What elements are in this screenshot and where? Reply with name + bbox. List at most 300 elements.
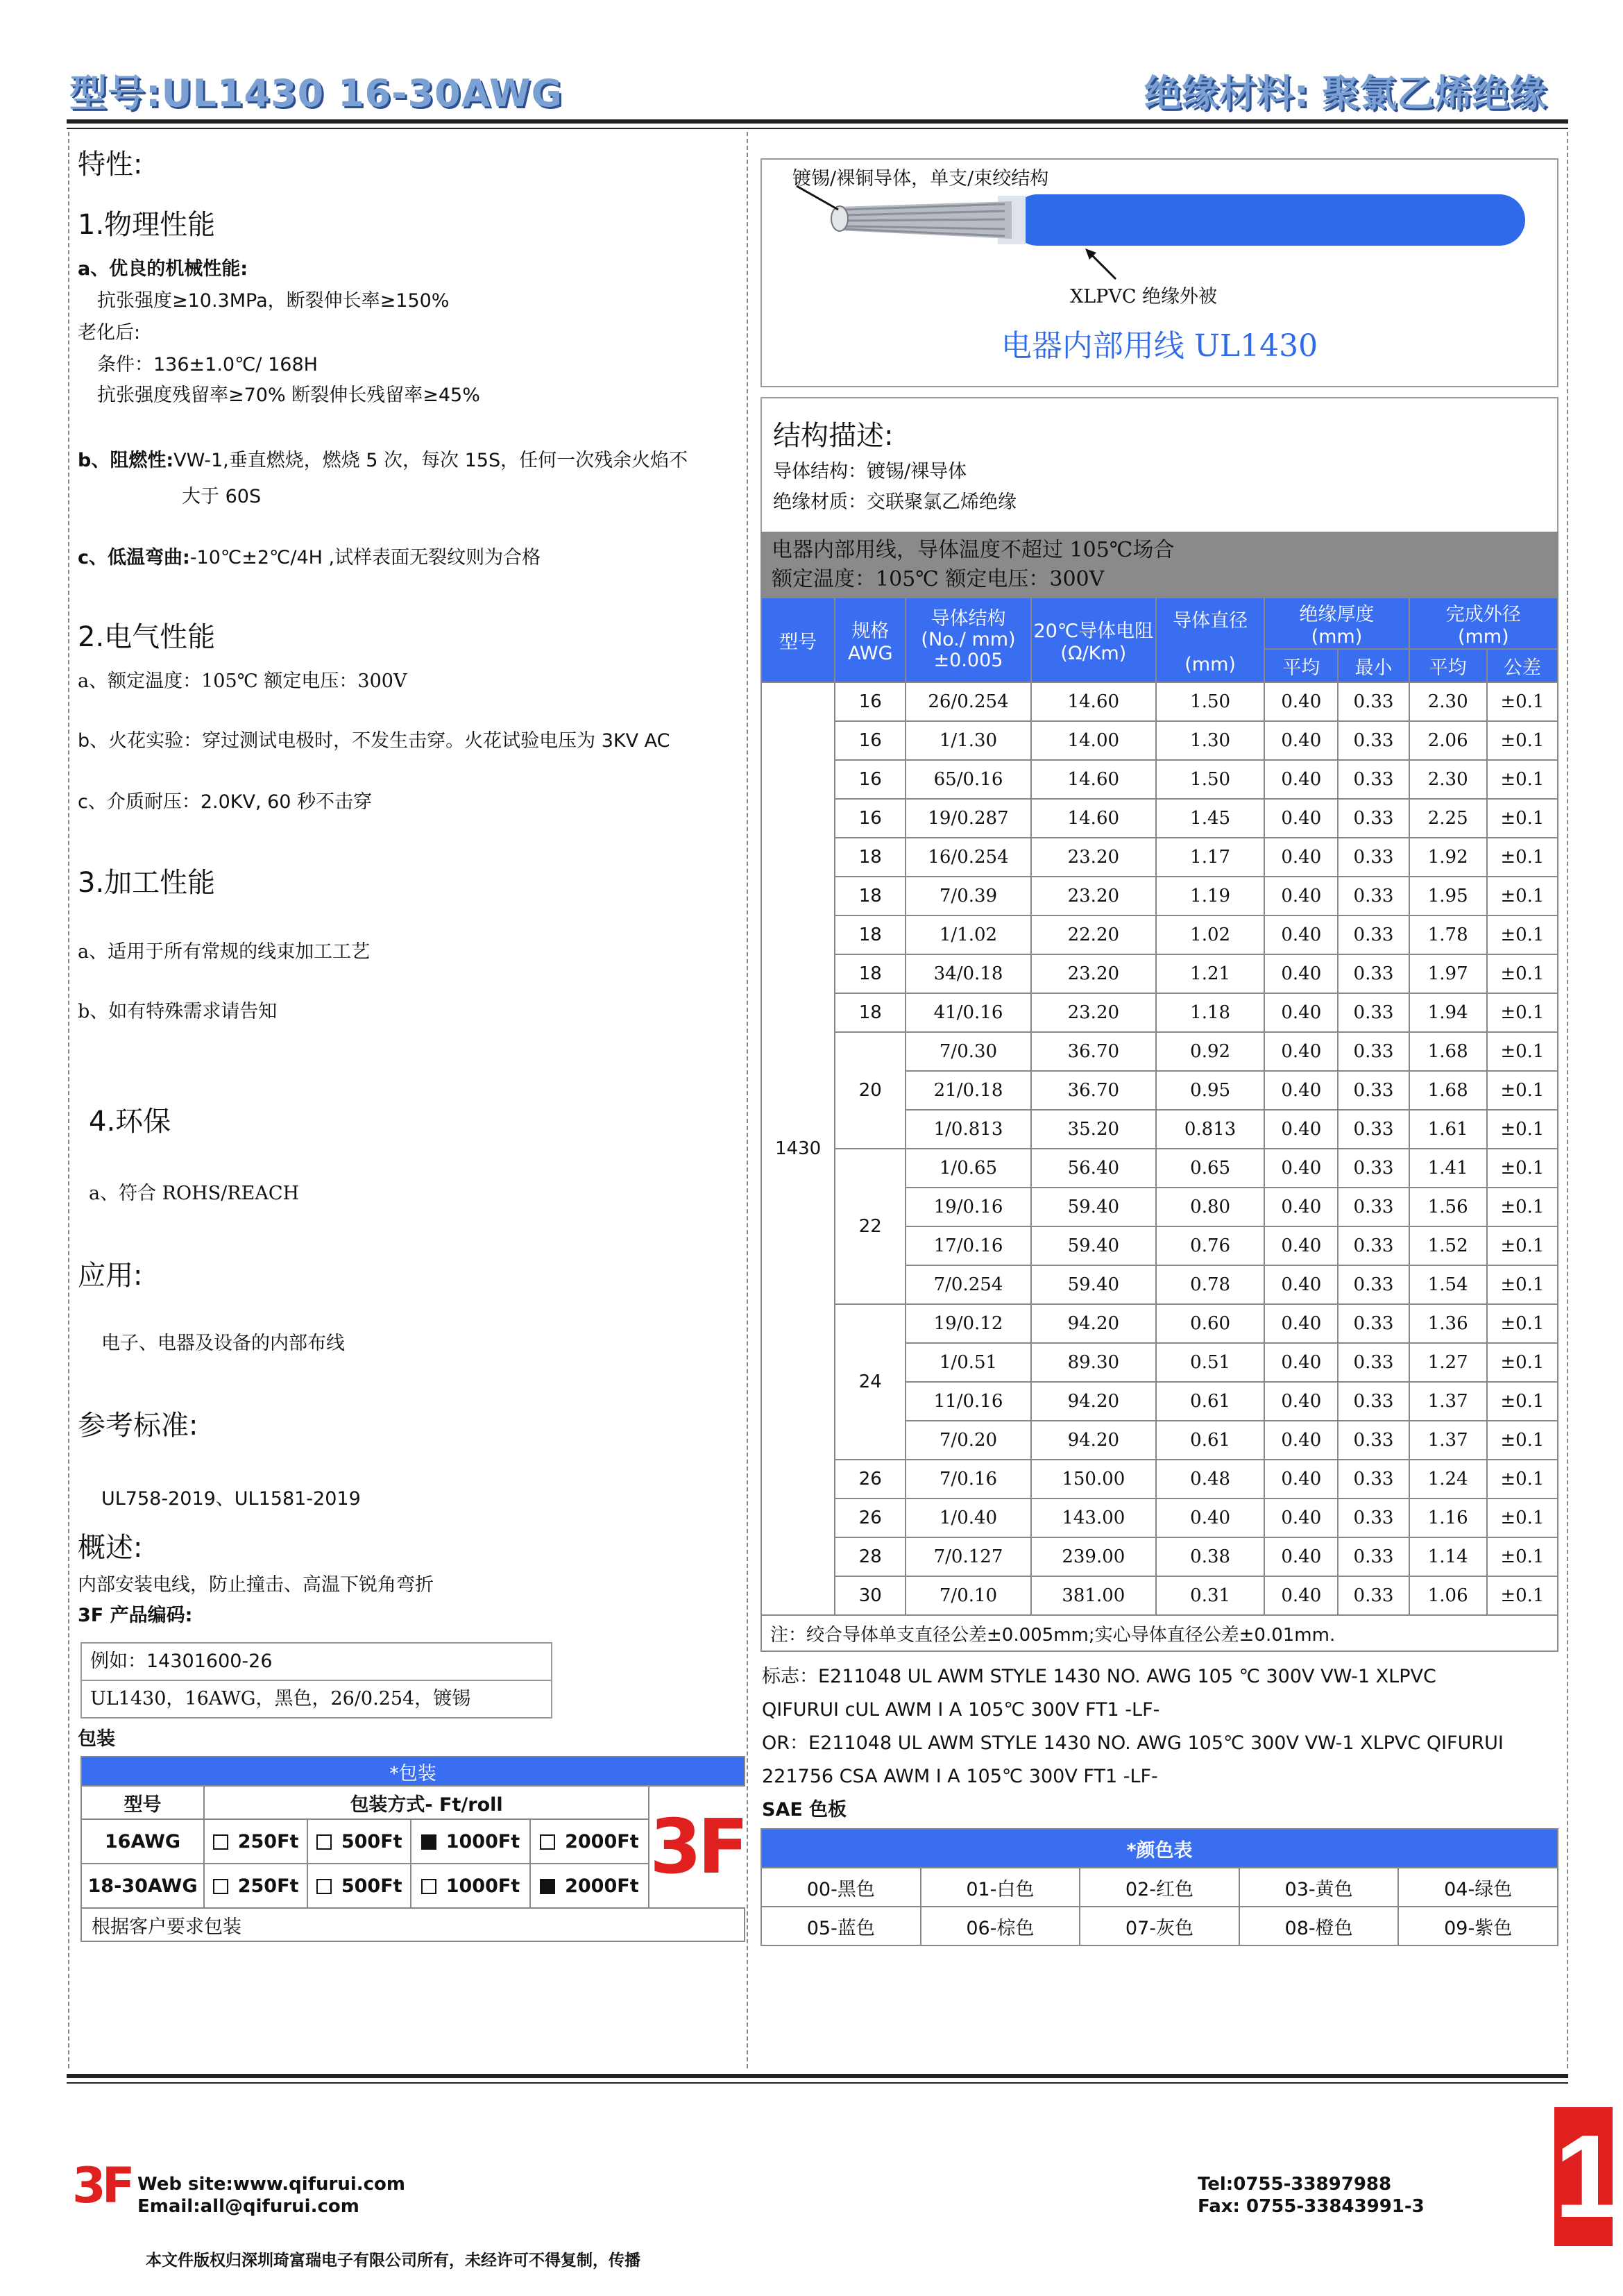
spec-cell: 65/0.16 xyxy=(906,760,1030,799)
aging-condition: 条件：136±1.0℃/ 168H xyxy=(97,354,318,375)
spec-cell: 0.40 xyxy=(1264,1499,1338,1537)
spec-cell: 0.40 xyxy=(1264,915,1338,954)
packaging-col-method: 包装方式- Ft/roll xyxy=(204,1786,649,1819)
spec-cell: 0.40 xyxy=(1264,1343,1338,1382)
color-band: *颜色表 xyxy=(761,1829,1558,1868)
spec-cell: 7/0.39 xyxy=(906,877,1030,915)
spec-cell: 7/0.16 xyxy=(906,1460,1030,1499)
conductor-end xyxy=(831,206,848,231)
flame-text: VW-1,垂直燃烧，燃烧 5 次，每次 15S，任何一次残余火焰不 xyxy=(173,450,688,471)
awg-cell: 26 xyxy=(835,1499,906,1537)
header-rule xyxy=(67,119,1568,124)
spec-cell: ±0.1 xyxy=(1487,993,1558,1032)
spec-row xyxy=(761,1537,1558,1576)
spec-cell: ±0.1 xyxy=(1487,915,1558,954)
packaging-col-model: 型号 xyxy=(81,1786,204,1819)
section-physical-title: 1.物理性能 xyxy=(78,209,216,241)
color-cell: 02-红色 xyxy=(1080,1868,1239,1907)
spec-cell: 59.40 xyxy=(1031,1226,1156,1265)
spec-cell: 0.61 xyxy=(1156,1421,1264,1460)
spec-cell: 1.36 xyxy=(1409,1304,1487,1343)
spec-cell: 1/1.02 xyxy=(906,915,1030,954)
spec-cell: 19/0.16 xyxy=(906,1188,1030,1226)
footer-rule-thin xyxy=(67,2082,1568,2084)
spec-cell: 0.76 xyxy=(1156,1226,1264,1265)
checked-box-icon xyxy=(421,1834,436,1850)
spec-cell: 2.30 xyxy=(1409,682,1487,721)
awg-cell: 30 xyxy=(835,1576,906,1615)
spec-cell: 7/0.30 xyxy=(906,1032,1030,1071)
cable-label-conductor: 镀锡/裸铜导体，单支/束绞结构 xyxy=(792,168,1049,189)
structure-conductor: 导体结构：镀锡/裸导体 xyxy=(773,461,967,482)
flame-row xyxy=(78,446,688,476)
spec-cell: 0.60 xyxy=(1156,1304,1264,1343)
spec-cell: 1.30 xyxy=(1156,721,1264,760)
spec-cell: 1.50 xyxy=(1156,682,1264,721)
spec-cell: 0.40 xyxy=(1264,1149,1338,1188)
spec-row xyxy=(761,1032,1558,1071)
spec-cell: 239.00 xyxy=(1031,1537,1156,1576)
spec-cell: 14.60 xyxy=(1031,760,1156,799)
spec-row xyxy=(761,1460,1558,1499)
spec-cell: 0.40 xyxy=(1264,1304,1338,1343)
spec-cell: 1.06 xyxy=(1409,1576,1487,1615)
cable-caption: 电器内部用线 UL1430 xyxy=(1001,328,1318,364)
spec-cell: 26/0.254 xyxy=(906,682,1030,721)
spec-cell: 56.40 xyxy=(1031,1149,1156,1188)
spec-cell: 0.40 xyxy=(1264,1382,1338,1421)
spec-cell: ±0.1 xyxy=(1487,1460,1558,1499)
spec-cell: ±0.1 xyxy=(1487,838,1558,877)
awg-cell: 18 xyxy=(835,838,906,877)
spec-row xyxy=(761,1499,1558,1537)
cable-label-jacket: XLPVC 绝缘外被 xyxy=(1070,286,1218,307)
spec-cell: 7/0.127 xyxy=(906,1537,1030,1576)
awg-cell: 18 xyxy=(835,954,906,993)
spec-cell: ±0.1 xyxy=(1487,1576,1558,1615)
standards-title: 参考标准: xyxy=(78,1410,198,1442)
spec-cell: 1.92 xyxy=(1409,838,1487,877)
color-table xyxy=(760,1828,1558,1946)
spec-cell: ±0.1 xyxy=(1487,1188,1558,1226)
awg-cell: 16 xyxy=(835,760,906,799)
spec-cell: 0.33 xyxy=(1338,1460,1409,1499)
packaging-option: 500Ft xyxy=(307,1864,411,1908)
color-cell: 01-白色 xyxy=(921,1868,1080,1907)
spec-cell: 0.40 xyxy=(1264,838,1338,877)
spec-cell: 1.41 xyxy=(1409,1149,1487,1188)
color-cell: 08-橙色 xyxy=(1239,1907,1399,1945)
marking-block xyxy=(762,1660,1504,1793)
spec-cell: 0.40 xyxy=(1264,1110,1338,1149)
env-a: a、符合 ROHS/REACH xyxy=(89,1183,300,1204)
packaging-band: *包装 xyxy=(81,1757,745,1786)
color-cell: 03-黄色 xyxy=(1239,1868,1399,1907)
spec-cell: 0.40 xyxy=(1264,1460,1338,1499)
footer-email[interactable]: Email:all@qifurui.com xyxy=(137,2196,359,2217)
spec-cell: 0.40 xyxy=(1264,1421,1338,1460)
awg-cell: 22 xyxy=(835,1149,906,1304)
spec-cell: 1.27 xyxy=(1409,1343,1487,1382)
spec-cell: 0.40 xyxy=(1264,1576,1338,1615)
rating-line-1: 电器内部用线，导体温度不超过 105℃场合 xyxy=(772,538,1175,562)
checkbox-icon xyxy=(316,1834,332,1850)
spec-cell: ±0.1 xyxy=(1487,1499,1558,1537)
cold-bend-row xyxy=(78,543,541,573)
footer-web[interactable]: Web site:www.qifurui.com xyxy=(137,2174,406,2195)
spec-cell: 0.33 xyxy=(1338,954,1409,993)
spec-cell: 143.00 xyxy=(1031,1499,1156,1537)
structure-insulation: 绝缘材质：交联聚氯乙烯绝缘 xyxy=(773,491,1017,513)
spec-cell: 94.20 xyxy=(1031,1421,1156,1460)
spec-cell: 1.18 xyxy=(1156,993,1264,1032)
spec-cell: 381.00 xyxy=(1031,1576,1156,1615)
spec-cell: 0.40 xyxy=(1156,1499,1264,1537)
spec-cell: 0.33 xyxy=(1338,1265,1409,1304)
spec-cell: 0.33 xyxy=(1338,993,1409,1032)
spec-cell: ±0.1 xyxy=(1487,1032,1558,1071)
spec-cell: 0.31 xyxy=(1156,1576,1264,1615)
spec-cell: 0.33 xyxy=(1338,1188,1409,1226)
packaging-note: 根据客户要求包装 xyxy=(81,1908,745,1941)
awg-cell: 24 xyxy=(835,1304,906,1460)
spec-cell: 0.40 xyxy=(1264,799,1338,838)
cable-illustration-box xyxy=(760,158,1558,387)
spec-cell: 0.78 xyxy=(1156,1265,1264,1304)
spec-cell: 2.06 xyxy=(1409,721,1487,760)
spec-cell: 1/0.813 xyxy=(906,1110,1030,1149)
spec-cell: 36.70 xyxy=(1031,1032,1156,1071)
spec-cell: 1.68 xyxy=(1409,1071,1487,1110)
spec-cell: ±0.1 xyxy=(1487,1110,1558,1149)
spec-cell: 59.40 xyxy=(1031,1188,1156,1226)
spec-cell: 1.21 xyxy=(1156,954,1264,993)
dielectric: c、介质耐压：2.0KV, 60 秒不击穿 xyxy=(78,791,373,813)
packaging-table xyxy=(80,1756,745,1942)
overview-title: 概述: xyxy=(78,1532,143,1564)
col-conductor: 导体结构 (No./ mm) ±0.005 xyxy=(906,598,1030,682)
spec-cell: 1/0.51 xyxy=(906,1343,1030,1382)
spec-cell: 2.25 xyxy=(1409,799,1487,838)
spec-cell: 0.40 xyxy=(1264,993,1338,1032)
color-cell: 00-黑色 xyxy=(761,1868,921,1907)
spec-row xyxy=(761,799,1558,838)
spec-cell: 35.20 xyxy=(1031,1110,1156,1149)
spec-cell: 0.33 xyxy=(1338,1032,1409,1071)
spec-cell: 0.33 xyxy=(1338,1537,1409,1576)
spec-cell: 1.14 xyxy=(1409,1537,1487,1576)
spec-cell: ±0.1 xyxy=(1487,1537,1558,1576)
spec-cell: 94.20 xyxy=(1031,1304,1156,1343)
packaging-option: 2000Ft xyxy=(530,1864,649,1908)
spec-cell: 0.40 xyxy=(1264,954,1338,993)
mechanical-label: a、优良的机械性能: xyxy=(78,258,248,280)
spec-cell: 0.95 xyxy=(1156,1071,1264,1110)
spec-cell: 94.20 xyxy=(1031,1382,1156,1421)
spec-cell: 1.52 xyxy=(1409,1226,1487,1265)
spec-cell: 1.95 xyxy=(1409,877,1487,915)
spec-cell: 1.56 xyxy=(1409,1188,1487,1226)
spec-cell: 1.37 xyxy=(1409,1382,1487,1421)
section-processing-title: 3.加工性能 xyxy=(78,867,216,899)
overview-text: 内部安装电线，防止撞击、高温下锐角弯折 xyxy=(78,1574,434,1596)
section-electrical-title: 2.电气性能 xyxy=(78,621,216,653)
awg-cell: 16 xyxy=(835,721,906,760)
spec-cell: 1.97 xyxy=(1409,954,1487,993)
spec-row xyxy=(761,1304,1558,1343)
awg-cell: 20 xyxy=(835,1032,906,1149)
spec-cell: 7/0.254 xyxy=(906,1265,1030,1304)
spec-cell: 23.20 xyxy=(1031,877,1156,915)
spec-cell: 0.33 xyxy=(1338,682,1409,721)
checkbox-icon xyxy=(213,1879,228,1894)
rating-line-2: 额定温度：105℃ 额定电压：300V xyxy=(772,567,1105,591)
spec-cell: ±0.1 xyxy=(1487,877,1558,915)
awg-cell: 18 xyxy=(835,915,906,954)
spec-cell: ±0.1 xyxy=(1487,721,1558,760)
spec-row xyxy=(761,915,1558,954)
spec-cell: ±0.1 xyxy=(1487,1304,1558,1343)
pointer-arrow-conductor xyxy=(797,186,838,210)
footer-copyright: 本文件版权归深圳琦富瑞电子有限公司所有，未经许可不得复制，传播 xyxy=(146,2252,640,2270)
spec-cell: 0.33 xyxy=(1338,1421,1409,1460)
aging-label: 老化后: xyxy=(78,322,141,344)
spec-cell: 0.33 xyxy=(1338,799,1409,838)
standards-text: UL758-2019、UL1581-2019 xyxy=(101,1488,361,1510)
features-title: 特性: xyxy=(78,149,143,180)
col-od-tol: 公差 xyxy=(1487,649,1558,682)
col-ins-min: 最小 xyxy=(1338,649,1409,682)
structure-title: 结构描述: xyxy=(773,420,894,452)
spec-cell: 59.40 xyxy=(1031,1265,1156,1304)
packaging-option: 1000Ft xyxy=(411,1819,529,1864)
structure-box xyxy=(760,397,1558,533)
checkbox-icon xyxy=(540,1834,555,1850)
spec-cell: 1.68 xyxy=(1409,1032,1487,1071)
footer-tel: Tel:0755-33897988 xyxy=(1198,2174,1392,2195)
spec-table xyxy=(760,597,1558,1652)
spec-cell: 22.20 xyxy=(1031,915,1156,954)
spec-cell: 1.94 xyxy=(1409,993,1487,1032)
col-diameter: 导体直径 (mm) xyxy=(1156,598,1264,682)
product-code-box xyxy=(80,1642,552,1719)
packaging-row-model: 18-30AWG xyxy=(81,1864,204,1908)
spec-cell: 150.00 xyxy=(1031,1460,1156,1499)
spec-cell: 14.60 xyxy=(1031,799,1156,838)
packaging-option: 1000Ft xyxy=(411,1864,529,1908)
code-box-divider xyxy=(82,1680,551,1681)
spec-cell: 0.65 xyxy=(1156,1149,1264,1188)
col-od-avg: 平均 xyxy=(1409,649,1487,682)
checkbox-icon xyxy=(213,1834,228,1850)
awg-cell: 26 xyxy=(835,1460,906,1499)
logo-3f: 3F xyxy=(649,1803,745,1891)
color-cell: 09-紫色 xyxy=(1398,1907,1558,1945)
spec-cell: 0.33 xyxy=(1338,1110,1409,1149)
marking-line: OR：E211048 UL AWM STYLE 1430 NO. AWG 105℃ 300V VW-1 XLPVC QIFURUI xyxy=(762,1732,1504,1754)
spec-cell: 0.33 xyxy=(1338,1149,1409,1188)
spec-cell: 0.40 xyxy=(1264,721,1338,760)
processing-a: a、适用于所有常规的线束加工工艺 xyxy=(78,941,371,963)
cold-bend-text: -10℃±2℃/4H ,试样表面无裂纹则为合格 xyxy=(189,547,541,568)
spec-row xyxy=(761,682,1558,721)
model-cell: 1430 xyxy=(761,682,835,1615)
spec-cell: 36.70 xyxy=(1031,1071,1156,1110)
spec-cell: 1/0.40 xyxy=(906,1499,1030,1537)
awg-cell: 28 xyxy=(835,1537,906,1576)
spec-cell: ±0.1 xyxy=(1487,1226,1558,1265)
packaging-logo-cell xyxy=(649,1786,745,1908)
spec-cell: 21/0.18 xyxy=(906,1071,1030,1110)
spec-cell: 17/0.16 xyxy=(906,1226,1030,1265)
spec-cell: 0.40 xyxy=(1264,877,1338,915)
mechanical-text: 抗张强度≥10.3MPa，断裂伸长率≥150% xyxy=(97,290,450,312)
spec-cell: 89.30 xyxy=(1031,1343,1156,1382)
col-ins-avg: 平均 xyxy=(1264,649,1338,682)
spec-cell: 0.33 xyxy=(1338,760,1409,799)
spec-cell: 0.40 xyxy=(1264,1071,1338,1110)
checkbox-icon xyxy=(421,1879,436,1894)
section-env-title: 4.环保 xyxy=(89,1106,171,1138)
spec-cell: 0.33 xyxy=(1338,1343,1409,1382)
col-awg: 规格 AWG xyxy=(835,598,906,682)
spec-cell: 0.33 xyxy=(1338,721,1409,760)
packaging-row-model: 16AWG xyxy=(81,1819,204,1864)
spec-row xyxy=(761,1576,1558,1615)
color-cell: 06-棕色 xyxy=(921,1907,1080,1945)
spec-cell: 41/0.16 xyxy=(906,993,1030,1032)
spec-cell: 1.78 xyxy=(1409,915,1487,954)
spec-cell: ±0.1 xyxy=(1487,1071,1558,1110)
spec-cell: 0.40 xyxy=(1264,682,1338,721)
spec-cell: 0.40 xyxy=(1264,1188,1338,1226)
spec-cell: 1.37 xyxy=(1409,1421,1487,1460)
spec-cell: 1.50 xyxy=(1156,760,1264,799)
spec-cell: 0.61 xyxy=(1156,1382,1264,1421)
packaging-option: 500Ft xyxy=(307,1819,411,1864)
spec-cell: ±0.1 xyxy=(1487,799,1558,838)
footer-rule xyxy=(67,2074,1568,2078)
spec-cell: 0.813 xyxy=(1156,1110,1264,1149)
spark-test: b、火花实验：穿过测试电极时，不发生击穿。火花试验电压为 3KV AC xyxy=(78,730,670,752)
electrical-rating: a、额定温度：105℃ 额定电压：300V xyxy=(78,670,407,692)
color-cell: 04-绿色 xyxy=(1398,1868,1558,1907)
spec-cell: 1.17 xyxy=(1156,838,1264,877)
spec-cell: ±0.1 xyxy=(1487,1421,1558,1460)
spec-cell: 7/0.20 xyxy=(906,1421,1030,1460)
spec-cell: 0.40 xyxy=(1264,1226,1338,1265)
spec-cell: 0.33 xyxy=(1338,838,1409,877)
spec-cell: ±0.1 xyxy=(1487,1343,1558,1382)
spec-cell: 0.33 xyxy=(1338,1071,1409,1110)
cold-bend-label: c、低温弯曲: xyxy=(78,547,190,568)
col-resistance: 20℃导体电阻 (Ω/Km) xyxy=(1031,598,1156,682)
aging-result: 抗张强度残留率≥70% 断裂伸长残留率≥45% xyxy=(97,385,480,406)
spec-cell: 14.00 xyxy=(1031,721,1156,760)
spec-row xyxy=(761,838,1558,877)
spec-cell: 0.33 xyxy=(1338,1226,1409,1265)
spec-cell: 0.92 xyxy=(1156,1032,1264,1071)
color-cell: 05-蓝色 xyxy=(761,1907,921,1945)
spec-cell: 0.33 xyxy=(1338,1576,1409,1615)
application-text: 电子、电器及设备的内部布线 xyxy=(101,1333,345,1354)
spec-cell: 0.40 xyxy=(1264,1265,1338,1304)
packaging-option: 250Ft xyxy=(204,1819,307,1864)
spec-cell: 1.19 xyxy=(1156,877,1264,915)
flame-text-2: 大于 60S xyxy=(182,486,262,507)
spec-row xyxy=(761,760,1558,799)
footer-logo: 3F xyxy=(72,2157,131,2214)
spec-cell: 1.54 xyxy=(1409,1265,1487,1304)
awg-cell: 18 xyxy=(835,877,906,915)
sae-title: SAE 色板 xyxy=(762,1799,847,1821)
product-code-title: 3F 产品编码: xyxy=(78,1605,193,1626)
spec-cell: 0.33 xyxy=(1338,877,1409,915)
spec-cell: 0.51 xyxy=(1156,1343,1264,1382)
spec-row xyxy=(761,877,1558,915)
cable-jacket xyxy=(1012,194,1525,246)
checked-box-icon xyxy=(540,1879,555,1894)
spec-cell: 1.02 xyxy=(1156,915,1264,954)
page-number: 1 xyxy=(1554,2107,1613,2246)
spec-cell: 0.33 xyxy=(1338,1382,1409,1421)
spec-cell: 0.33 xyxy=(1338,1304,1409,1343)
col-insulation: 绝缘厚度 (mm) xyxy=(1264,598,1409,649)
header-rule-thin xyxy=(67,128,1568,129)
spec-cell: 1/0.65 xyxy=(906,1149,1030,1188)
spec-cell: 1.24 xyxy=(1409,1460,1487,1499)
spec-row xyxy=(761,721,1558,760)
spec-cell: 7/0.10 xyxy=(906,1576,1030,1615)
packaging-title: 包装 xyxy=(78,1728,115,1750)
col-overall: 完成外径 (mm) xyxy=(1409,598,1558,649)
spec-cell: ±0.1 xyxy=(1487,1265,1558,1304)
spec-cell: 19/0.287 xyxy=(906,799,1030,838)
spec-row xyxy=(761,954,1558,993)
spec-cell: 2.30 xyxy=(1409,760,1487,799)
awg-cell: 18 xyxy=(835,993,906,1032)
spec-cell: 23.20 xyxy=(1031,993,1156,1032)
spec-cell: ±0.1 xyxy=(1487,954,1558,993)
table-note: 注：绞合导体单支直径公差±0.005mm;实心导体直径公差±0.01mm. xyxy=(761,1615,1558,1651)
spec-cell: 11/0.16 xyxy=(906,1382,1030,1421)
spec-cell: 23.20 xyxy=(1031,838,1156,877)
spec-cell: ±0.1 xyxy=(1487,682,1558,721)
application-title: 应用: xyxy=(78,1260,143,1292)
spec-cell: ±0.1 xyxy=(1487,1382,1558,1421)
spec-cell: 16/0.254 xyxy=(906,838,1030,877)
spec-cell: 1.16 xyxy=(1409,1499,1487,1537)
spec-cell: 23.20 xyxy=(1031,954,1156,993)
col-model: 型号 xyxy=(761,598,835,682)
checkbox-icon xyxy=(316,1879,332,1894)
spec-cell: 14.60 xyxy=(1031,682,1156,721)
spec-cell: ±0.1 xyxy=(1487,1149,1558,1188)
spec-cell: 0.33 xyxy=(1338,1499,1409,1537)
spec-row xyxy=(761,993,1558,1032)
processing-b: b、如有特殊需求请告知 xyxy=(78,1001,278,1022)
spec-cell: 0.80 xyxy=(1156,1188,1264,1226)
spec-cell: 0.40 xyxy=(1264,1537,1338,1576)
color-cell: 07-灰色 xyxy=(1080,1907,1239,1945)
product-code-desc: UL1430，16AWG，黑色，26/0.254，镀锡 xyxy=(90,1688,471,1710)
spec-row xyxy=(761,1149,1558,1188)
rating-banner xyxy=(760,532,1558,597)
spec-cell: 0.33 xyxy=(1338,915,1409,954)
spec-cell: 34/0.18 xyxy=(906,954,1030,993)
column-divider xyxy=(747,132,748,2068)
insulation-title: 绝缘材料: 聚氯乙烯绝缘 xyxy=(1144,71,1547,115)
